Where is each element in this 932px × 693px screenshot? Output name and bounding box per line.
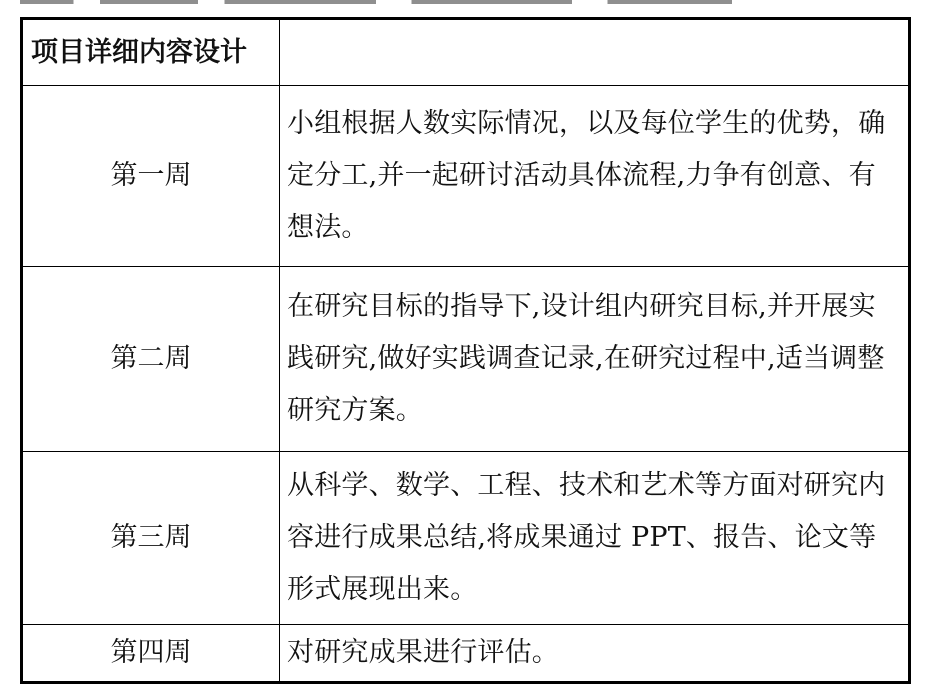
table-row: [22, 625, 910, 683]
cropped-text-strip: [20, 0, 910, 4]
header-cell-title: 项目详细内容设计: [22, 19, 280, 86]
header-cell-empty: [280, 19, 910, 86]
week-label: 第一周: [22, 86, 280, 267]
week-content: 对研究成果进行评估。: [280, 625, 910, 683]
week-content: 从科学、数学、工程、技术和艺术等方面对研究内容进行成果总结,将成果通过 PPT、报告、论文等形式展现出来。: [280, 452, 910, 625]
table-header-row: [22, 19, 910, 86]
week-label: 第四周: [22, 625, 280, 683]
table-row: [22, 267, 910, 452]
week-label: 第二周: [22, 267, 280, 452]
week-content: 在研究目标的指导下,设计组内研究目标,并开展实践研究,做好实践调查记录,在研究过程中,适当调整研究方案。: [280, 267, 910, 452]
table-row: [22, 86, 910, 267]
week-content: 小组根据人数实际情况，以及每位学生的优势，确定分工,并一起研讨活动具体流程,力争有创意、有想法。: [280, 86, 910, 267]
week-label: 第三周: [22, 452, 280, 625]
project-plan-table: [20, 17, 911, 684]
table-row: [22, 452, 910, 625]
